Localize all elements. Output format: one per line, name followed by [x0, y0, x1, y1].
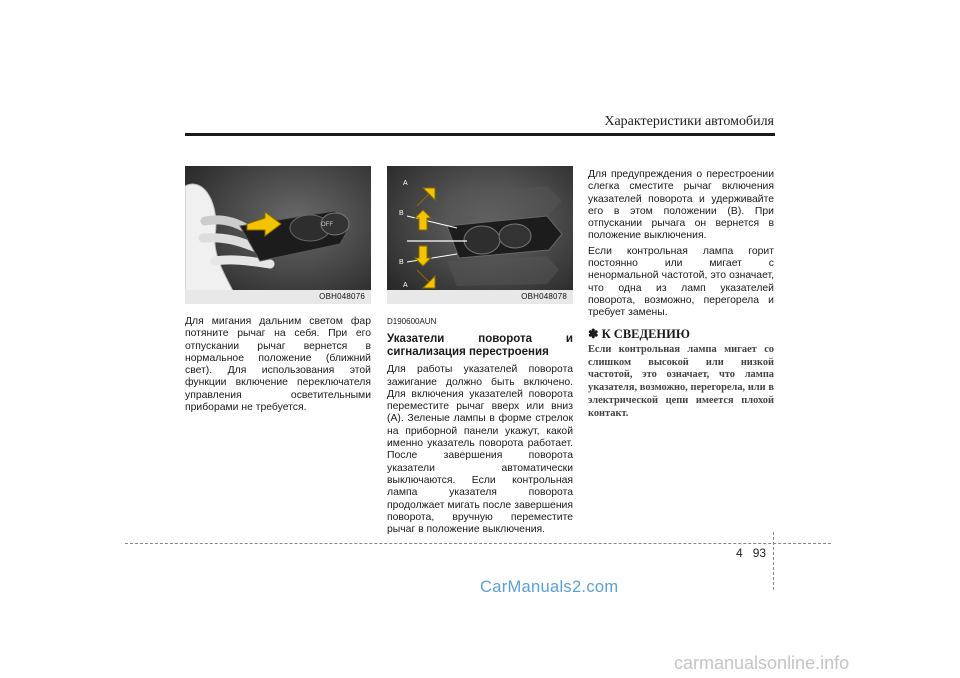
watermark-corner: carmanualsonline.info — [674, 653, 850, 673]
label-a-bottom: A — [403, 282, 408, 289]
running-header: Характеристики автомобиля — [604, 114, 774, 129]
column-2 — [387, 316, 573, 539]
figure-turn-signal — [387, 166, 573, 304]
section-heading: Указатели поворота и сигнализация перестроения — [387, 333, 573, 359]
section-number: 4 — [736, 546, 743, 560]
svg-text:OFF: OFF — [321, 222, 333, 228]
section-code: D190600AUN — [387, 317, 437, 326]
figure-code: OBH048076 — [319, 292, 365, 301]
paragraph-headlight-flash: Для мигания дальним светом фар потяните рычаг на себя. При его отпускании рычаг вернется в нормальное положение (ближний свет). Для использования этой функции включение переключателя управления осветительными приборами не требуется. — [185, 316, 371, 414]
paragraph-lane-change: Для предупреждения о перестроении слегка сместите рычаг включения указателей поворота и удерживайте его в этом положении (B). При отпускании рычага он вернется в положение выключения. — [588, 169, 774, 242]
column-3 — [588, 169, 774, 421]
header-rule — [185, 133, 775, 136]
paragraph-indicator-lamp: Если контрольная лампа горит постоянно или мигает с ненормальной частотой, это означает, что одна из ламп указателей поворота, возможно, перегорела и требует замены. — [588, 245, 774, 319]
figure-code: OBH048078 — [521, 292, 567, 301]
footer-divider — [125, 543, 831, 544]
paragraph-turn-signals: Для работы указателей поворота зажигание должно быть включено. Для включения указателей поворота переместите рычаг вверх или вниз (A). Зеленые лампы в форме стрелок на приборной панели укажут, какой именно указатель поворота работает. После завершения поворота указатели автоматически выключаются. Если контрольная лампа указателя поворота продолжает мигать после завершения поворота, вручную переместите рычаг в положение выключения. — [387, 364, 573, 536]
label-a-top: A — [403, 180, 408, 187]
label-b-bottom: B — [399, 259, 404, 266]
column-1 — [185, 316, 371, 417]
note-body: Если контрольная лампа мигает со слишком высокой или низкой частотой, это означает, что лампа указателя, возможно, перегорела, или в электрической цепи имеется плохой контакт. — [588, 343, 774, 419]
footer-vertical-divider — [773, 532, 774, 590]
figure-headlight-flash — [185, 166, 371, 304]
label-b-top: B — [399, 210, 404, 217]
note-title: ✽ К СВЕДЕНИЮ — [588, 326, 690, 341]
turn-signal-illustration — [387, 166, 573, 304]
stalk-hand-illustration — [185, 166, 371, 304]
page-number-value: 93 — [752, 546, 767, 560]
watermark-link[interactable]: CarManuals2.com — [480, 578, 619, 596]
page-number — [736, 546, 766, 560]
